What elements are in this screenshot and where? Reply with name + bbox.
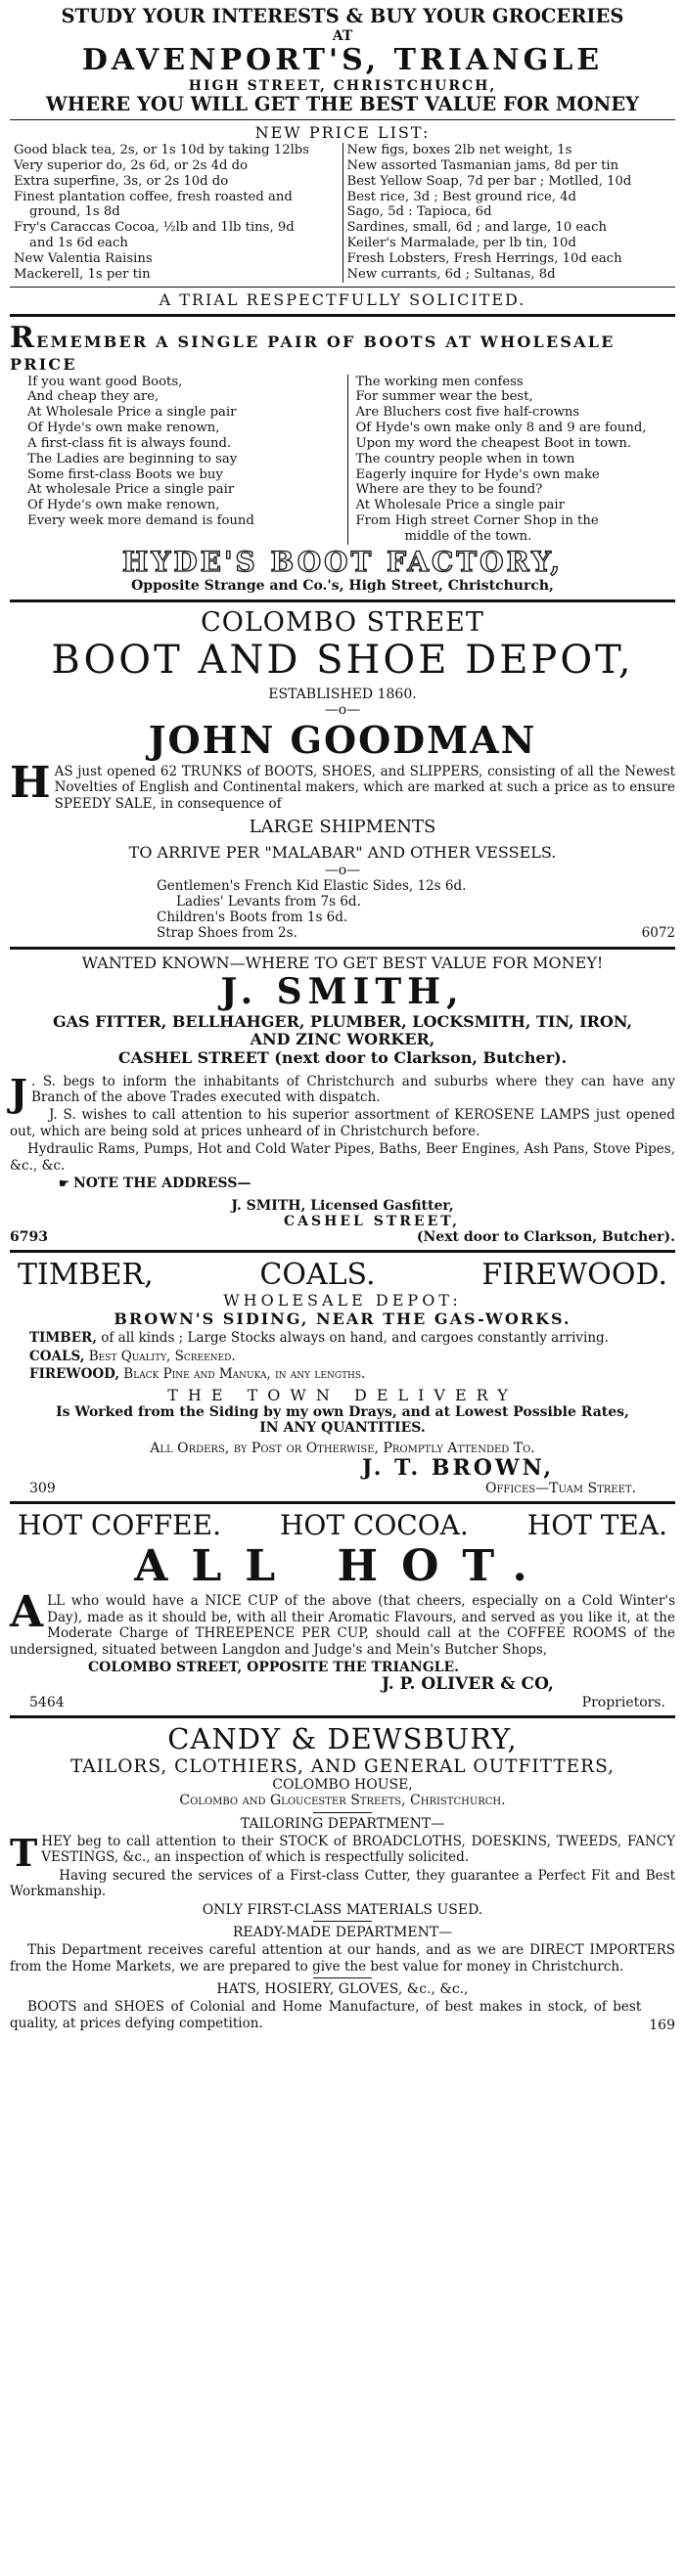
price-item: New assorted Tasmanian jams, 8d per tin [346, 157, 619, 173]
poem-line: Are Bluchers cost five half-crowns [355, 405, 580, 421]
smith-name: J. SMITH, [220, 971, 465, 1013]
oliver-signature: J. P. OLIVER & CO, [382, 1674, 554, 1695]
candy-title: CANDY & DEWSBURY, [167, 1722, 518, 1756]
divider [313, 1812, 372, 1813]
poem-line: middle of the town. [404, 528, 532, 544]
headline-word: HOT COCOA. [279, 1509, 469, 1542]
brown-signature: J. T. BROWN, [362, 1454, 554, 1481]
candy-advert [10, 1723, 675, 2033]
price-item: Best Yellow Soap, 7d per bar ; Motlled, 10d [346, 173, 632, 189]
poem-line: The Ladies are beginning to say [27, 451, 238, 466]
smith-wanted: WANTED KNOWN—WHERE TO GET BEST VALUE FOR MONEY! [81, 953, 604, 972]
price-item: Sardines, small, 6d ; and large, 10 each [346, 220, 607, 236]
smith-footer-row [10, 1229, 675, 1245]
price-item: Best rice, 3d ; Best ground rice, 4d [346, 189, 576, 204]
hyde-poem [10, 375, 675, 545]
poem-line: Of Hyde's own make renown, [27, 498, 220, 513]
key: TIMBER, [29, 1330, 97, 1347]
brown-coals-text: Best Quality, Screened. [84, 1348, 236, 1364]
brown-quantities: IN ANY QUANTITIES. [259, 1420, 426, 1437]
poem-line: If you want good Boots, [27, 374, 183, 389]
brown-firewood [10, 1366, 675, 1382]
poem-line: Of Hyde's own make renown, [27, 421, 220, 436]
key: COALS, [29, 1348, 85, 1364]
smith-address: CASHEL STREET (next door to Clarkson, Butcher). [117, 1047, 568, 1067]
poem-line: For summer wear the best, [355, 389, 533, 405]
smith-street: CASHEL STREET, [284, 1213, 460, 1229]
davenport-intro: STUDY YOUR INTERESTS & BUY YOUR GROCERIES [61, 5, 624, 27]
divider: —o— [324, 702, 361, 719]
advert-number: 5464 [29, 1695, 65, 1711]
divider [313, 1977, 372, 1978]
candy-body-4: BOOTS and SHOES of Colonial and Home Manufacture, of best makes in stock, of best quality, at prices defying competition. [10, 1999, 642, 2031]
poem-left [10, 375, 348, 545]
smith-advert [10, 955, 675, 1245]
price-item: Fry's Caraccas Cocoa, ½lb and 1lb tins, 9d [14, 220, 295, 236]
headline-word: COALS. [259, 1258, 376, 1293]
oliver-all-hot: ALL HOT. [134, 1541, 551, 1592]
hyde-address: Opposite Strange and Co.'s, High Street, Christchurch, [131, 578, 554, 595]
brown-headline [10, 1258, 675, 1292]
divider: —o— [324, 862, 361, 878]
brown-footer-row [10, 1481, 675, 1496]
brown-timber [10, 1330, 675, 1346]
brown-firewood-text: Black Pine and Manuka, in any lengths. [119, 1366, 366, 1383]
price-item: New Valentia Raisins [14, 250, 153, 266]
price-item: New currants, 6d ; Sultanas, 8d [346, 266, 556, 282]
poem-line: At wholesale Price a single pair [27, 482, 235, 498]
list-last-row [157, 925, 675, 941]
oliver-footer-row [10, 1695, 675, 1710]
price-item: Sago, 5d : Tapioca, 6d [346, 204, 492, 220]
smith-trades-2: AND ZINC WORKER, [250, 1030, 435, 1049]
price-item: New figs, boxes 2lb net weight, 1s [346, 143, 572, 158]
price-item: Extra superfine, 3s, or 2s 10d do [14, 173, 229, 189]
davenport-address: HIGH STREET, CHRISTCHURCH, [188, 77, 497, 94]
smith-trades: GAS FITTER, BELLHAHGER, PLUMBER, LOCKSMITH, TIN, IRON, [52, 1011, 633, 1031]
brown-offices: Offices—Tuam Street. [485, 1481, 636, 1497]
list-item: Strap Shoes from 2s. [157, 925, 297, 942]
candy-hats: HATS, HOSIERY, GLOVES, &c., &c., [216, 1981, 469, 1998]
davenport-at: AT [332, 27, 353, 44]
candy-corner: Colombo and Gloucester Streets, Christchurch. [179, 1793, 506, 1809]
smith-body-2: J. S. wishes to call attention to his superior assortment of KEROSENE LAMPS just opened out, which are being sold at prices unheard of in Christchurch before. [10, 1107, 675, 1139]
smith-note-text: NOTE THE ADDRESS— [72, 1176, 251, 1192]
oliver-advert [10, 1509, 675, 1710]
poem-line: A first-class fit is always found. [27, 435, 232, 451]
dropcap: J [10, 1070, 27, 1115]
candy-tailoring: TAILORING DEPARTMENT— [240, 1815, 445, 1832]
price-item: Good black tea, 2s, or 1s 10d by taking 12lbs [14, 143, 310, 158]
price-item: Finest plantation coffee, fresh roasted and [14, 189, 293, 204]
candy-house: COLOMBO HOUSE, [272, 1777, 413, 1794]
goodman-established: ESTABLISHED 1860. [268, 687, 417, 703]
candy-body [10, 1830, 675, 1875]
dropcap: A [10, 1587, 44, 1638]
goodman-body-text: AS just opened 62 TRUNKS of BOOTS, SHOES, and SLIPPERS, consisting of all the Newest Novelties of English and Continental makers, which are marked at such a price as to ensure SPEEDY SALE, in consequence of [54, 763, 675, 812]
list-item: Children's Boots from 1s 6d. [157, 910, 348, 926]
smith-body-3: Hydraulic Rams, Pumps, Hot and Cold Water Pipes, Baths, Beer Engines, Ash Pans, Stove Pipes, &c., &c. [10, 1141, 675, 1174]
dropcap: T [10, 1830, 38, 1875]
poem-right [348, 375, 676, 545]
smith-body [10, 1070, 675, 1115]
list-item: Gentlemen's French Kid Elastic Sides, 12s 6d. [157, 877, 467, 894]
advert-number: 6072 [641, 925, 675, 942]
brown-coals [10, 1349, 675, 1364]
brown-delivery: THE TOWN DELIVERY [167, 1385, 518, 1404]
dropcap: H [10, 757, 51, 808]
candy-body-2: Having secured the services of a First-class Cutter, they guarantee a Perfect Fit and Best Workmanship. [10, 1867, 675, 1900]
price-list [10, 143, 675, 283]
price-item: Very superior do, 2s 6d, or 2s 4d do [14, 157, 249, 173]
goodman-title: BOOT AND SHOE DEPOT, [51, 637, 634, 683]
poem-line: The working men confess [355, 374, 524, 389]
price-item: Fresh Lobsters, Fresh Herrings, 10d each [346, 250, 622, 266]
hyde-title: HYDE'S BOOT FACTORY, [121, 545, 564, 578]
oliver-body-text: LL who would have a NICE CUP of the above (that cheers, especially on a Cold Winter's Day), made as it should be, with all their Aromatic Flavours, and served as you like it, at the Moderate Charge of THREEPENCE PER CUP, should call at the COFFEE ROOMS of the undersigned, situated between Langdon and Judge's and Mein's Butcher Shops, [10, 1593, 675, 1658]
goodman-name: JOHN GOODMAN [148, 717, 537, 762]
price-list-left [10, 143, 343, 283]
poem-line: The country people when in town [355, 451, 575, 466]
divider [313, 1921, 372, 1922]
goodman-advert [10, 607, 675, 942]
smith-signature: J. SMITH, Licensed Gasfitter, [231, 1197, 454, 1214]
goodman-arrive: TO ARRIVE PER "MALABAR" AND OTHER VESSELS. [128, 843, 557, 863]
brown-orders: All Orders, by Post or Otherwise, Promptly Attended To. [150, 1440, 535, 1456]
price-list-heading: NEW PRICE LIST: [254, 123, 431, 143]
hyde-headline-text: EMEMBER A SINGLE PAIR OF BOOTS AT WHOLESALE PRICE [10, 333, 616, 374]
price-list-right [343, 143, 676, 283]
candy-readymade: READY-MADE DEPARTMENT— [232, 1925, 453, 1941]
poem-line: From High street Corner Shop in the [355, 513, 599, 529]
davenport-title: DAVENPORT'S, TRIANGLE [81, 42, 604, 77]
oliver-proprietors: Proprietors. [581, 1695, 665, 1711]
advert-number: 309 [29, 1481, 56, 1497]
brown-worked: Is Worked from the Siding by my own Drays, and at Lowest Possible Rates, [56, 1404, 629, 1421]
dropcap: R [10, 321, 37, 356]
smith-note [10, 1176, 675, 1191]
candy-last-row [10, 1997, 675, 2033]
pointing-hand-icon: ☛ [59, 1177, 73, 1191]
brown-advert [10, 1258, 675, 1496]
goodman-body [10, 757, 675, 812]
brown-timber-text: of all kinds ; Large Stocks always on hand, and cargoes constantly arriving. [96, 1330, 609, 1347]
headline-word: HOT TEA. [526, 1509, 667, 1542]
goodman-items [10, 878, 675, 942]
oliver-street: COLOMBO STREET, OPPOSITE THE TRIANGLE. [88, 1660, 460, 1676]
headline-word: TIMBER, [18, 1258, 154, 1293]
candy-only: ONLY FIRST-CLASS MATERIALS USED. [202, 1901, 483, 1918]
candy-body-3: This Department receives careful attention at our hands, and as we are DIRECT IMPORTERS from the Home Markets, we are prepared to give the best value for money in Christchurch. [10, 1942, 675, 1975]
price-item: Keiler's Marmalade, per lb tin, 10d [346, 236, 576, 251]
price-item: ground, 1s 8d [29, 204, 120, 220]
poem-line: Every week more demand is found [27, 513, 254, 529]
davenport-footer: A TRIAL RESPECTFULLY SOLICITED. [159, 289, 526, 309]
price-item: Mackerell, 1s per tin [14, 266, 151, 282]
poem-line: At Wholesale Price a single pair [27, 405, 237, 421]
oliver-headline [10, 1509, 675, 1541]
candy-body-text: HEY beg to call attention to their STOCK of BROADCLOTHS, DOESKINS, TWEEDS, FANCY VESTINGS, &c., an inspection of which is respectfully solicited. [41, 1833, 675, 1866]
brown-depot: WHOLESALE DEPOT: [223, 1291, 462, 1310]
davenport-slogan: WHERE YOU WILL GET THE BEST VALUE FOR MONEY [45, 92, 640, 115]
candy-sub: TAILORS, CLOTHIERS, AND GENERAL OUTFITTERS, [69, 1755, 616, 1777]
poem-line: Where are they to be found? [355, 482, 543, 498]
poem-line: Of Hyde's own make only 8 and 9 are found, [355, 421, 647, 436]
advert-number: 6793 [10, 1229, 48, 1246]
goodman-street: COLOMBO STREET [201, 606, 484, 638]
smith-body-text: . S. begs to inform the inhabitants of Christchurch and suburbs where they can have any Branch of the above Trades executed with dispatch. [30, 1073, 675, 1105]
poem-line: Eagerly inquire for Hyde's own make [355, 466, 600, 482]
poem-line: At Wholesale Price a single pair [355, 498, 565, 513]
price-item: and 1s 6d each [29, 236, 128, 251]
poem-line: Upon my word the cheapest Boot in town. [355, 435, 632, 451]
poem-line: Some first-class Boots we buy [27, 466, 223, 482]
headline-word: FIREWOOD. [481, 1258, 667, 1293]
headline-word: HOT COFFEE. [18, 1509, 221, 1542]
poem-line: And cheap they are, [27, 389, 160, 405]
smith-next-door: (Next door to Clarkson, Butcher). [416, 1229, 675, 1246]
key: FIREWOOD, [29, 1366, 120, 1383]
list-item: Ladies' Levants from 7s 6d. [176, 894, 361, 910]
brown-siding: BROWN'S SIDING, NEAR THE GAS-WORKS. [114, 1309, 571, 1328]
davenport-advert [10, 6, 675, 309]
goodman-shipments: LARGE SHIPMENTS [249, 817, 436, 838]
oliver-body [10, 1587, 675, 1658]
page-number: 169 [649, 2018, 675, 2034]
hyde-headline [10, 322, 675, 374]
hyde-advert [10, 322, 675, 594]
